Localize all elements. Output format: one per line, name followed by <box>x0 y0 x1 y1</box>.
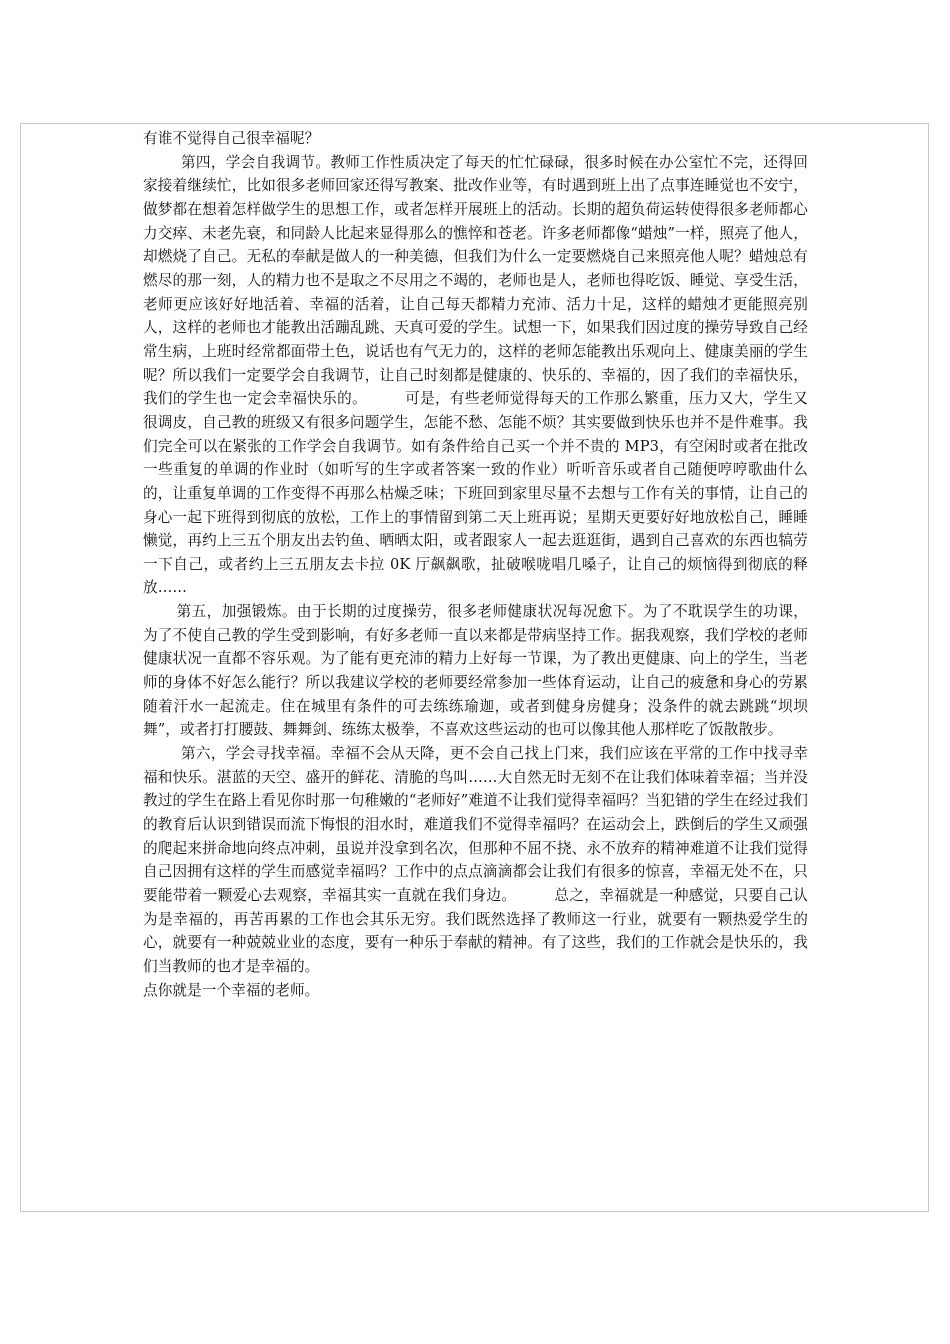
paragraph-sixth-main: 第六，学会寻找幸福。幸福不会从天降，更不会自己找上门来，我们应该在平常的工作中找寻幸福和快乐。湛蓝的天空、盛开的鲜花、清脆的鸟叫……大自然无时无刻不在让我们体味着幸福；当并没教过的学生在路上看见你时那一句稚嫩的“老师好”难道不让我们觉得幸福吗？当犯错的学生在经过我们的教育后认识到错误而流下悔恨的泪水时，难道我们不觉得幸福吗？在运动会上，跌倒后的学生又顽强的爬起来拼命地向终点冲刺，虽说并没拿到名次，但那种不屈不挠、永不放弃的精神难道不让我们觉得自己因拥有这样的学生而感觉幸福吗？工作中的点点滴滴都会让我们有很多的惊喜，幸福无处不在，只要能带着一颗爱心去观察，幸福其实一直就在我们身边。 <box>143 745 808 904</box>
paragraph-closing: 点你就是一个幸福的老师。 <box>143 981 320 999</box>
paragraph-fourth <box>143 151 808 600</box>
paragraph-fourth-main: 第四，学会自我调节。教师工作性质决定了每天的忙忙碌碌，很多时候在办公室忙不完，还得回家接着继续忙，比如很多老师回家还得写教案、批改作业等，有时遇到班上出了点事连睡觉也不安宁，做梦都在想着怎样做学生的思想工作，或者怎样开展班上的活动。长期的超负荷运转使得很多老师都心力交瘁、未老先衰，和同龄人比起来显得那么的憔悴和苍老。许多老师都像“蜡烛”一样，照亮了他人，却燃烧了自己。无私的奉献是做人的一种美德，但我们为什么一定要燃烧自己来照亮他人呢？蜡烛总有燃尽的那一刻，人的精力也不是取之不尽用之不竭的，老师也是人，老师也得吃饭、睡觉、享受生活，老师更应该好好地活着、幸福的活着，让自己每天都精力充沛、活力十足，这样的蜡烛才更能照亮别人，这样的老师也才能教出活蹦乱跳、天真可爱的学生。试想一下，如果我们因过度的操劳导致自己经常生病，上班时经常都面带土色，说话也有气无力的，这样的老师怎能教出乐观向上、健康美丽的学生呢？所以我们一定要学会自我调节，让自己时刻都是健康的、快乐的、幸福的，因了我们的幸福快乐，我们的学生也一定会幸福快乐的。 <box>143 153 808 408</box>
paragraph-sixth <box>143 742 808 979</box>
paragraph-intro: 有谁不觉得自己很幸福呢？ <box>143 130 320 147</box>
paragraph-summary: 总之，幸福就是一种感觉，只要自己认为是幸福的，再苦再累的工作也会其乐无穷。我们既然选择了教师这一行业，就要有一颗热爱学生的心，就要有一种兢兢业业的态度，要有一种乐于奉献的精神。有了这些，我们的工作就会是快乐的，我们当教师的也才是幸福的。 <box>143 887 808 975</box>
paragraph-fifth: 第五，加强锻炼。由于长期的过度操劳，很多老师健康状况每况愈下。为了不耽误学生的功课，为了不使自己教的学生受到影响，有好多老师一直以来都是带病坚持工作。据我观察，我们学校的老师健康状况一直都不容乐观。为了能有更充沛的精力上好每一节课，为了教出更健康、向上的学生，当老师的身体不好怎么能行？所以我建议学校的老师要经常参加一些体育运动，让自己的疲惫和身心的劳累随着汗水一起流走。住在城里有条件的可去练练瑜迦，或者到健身房健身；没条件的就去跳跳“坝坝舞”，或者打打腰鼓、舞舞剑、练练太极拳，不喜欢这些运动的也可以像其他人那样吃了饭散散步。 <box>143 603 808 739</box>
document-body <box>143 127 808 1002</box>
paragraph-fourth-continued: 可是，有些老师觉得每天的工作那么繁重，压力又大，学生又很调皮，自己教的班级又有很多问题学生，怎能不愁、怎能不烦？其实要做到快乐也并不是件难事。我们完全可以在紧张的工作学会自我调节。如有条件给自己买一个并不贵的 MP3，有空闲时或者在批改一些重复的单调的作业时（如听写的生字或者答案一致的作业）听听音乐或者自己随便哼哼歌曲什么的，让重复单调的工作变得不再那么枯燥乏味；下班回到家里尽量不去想与工作有关的事情，让自己的身心一起下班得到彻底的放松，工作上的事情留到第二天上班再说；星期天更要好好地放松自己，睡睡懒觉，再约上三五个朋友出去钓鱼、晒晒太阳，或者跟家人一起去逛逛街，遇到自己喜欢的东西也犒劳一下自己，或者约上三五朋友去卡拉 0K 厅飙飙歌，扯破喉咙唱几嗓子，让自己的烦恼得到彻底的释放…… <box>143 390 808 597</box>
